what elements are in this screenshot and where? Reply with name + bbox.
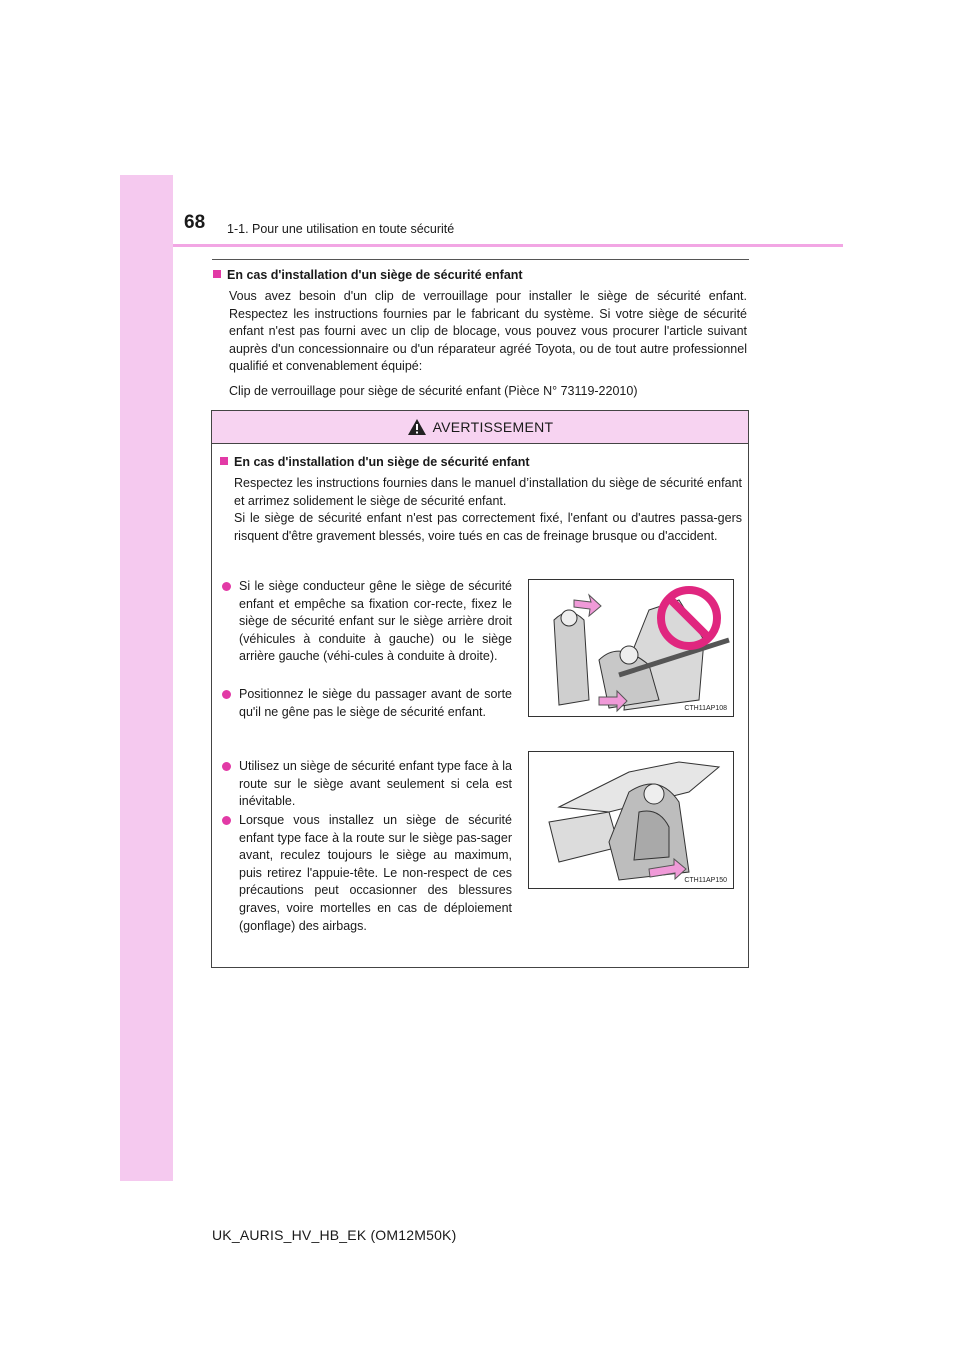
header-rule [173, 244, 843, 247]
intro-section [213, 268, 747, 401]
warning-body [220, 455, 742, 545]
warning-heading: En cas d'installation d'un siège de sécurité enfant [220, 455, 742, 469]
page-number: 68 [184, 212, 206, 233]
square-bullet-icon [213, 270, 221, 278]
intro-paragraph: Vous avez besoin d'un clip de verrouillage pour installer le siège de sécurité enfant. Respectez les instructions fournies par le fabricant du système. Si votre siège de sécurité enfant n'est pas fourni avec un clip de blocage, vous pouvez vous procurer l'article suivant auprès d'un concessionnaire ou d'un réparateur agréé Toyota, ou de tout autre professionnel qualifié et convenablement équipé: [229, 289, 747, 374]
intro-part-number: Clip de verrouillage pour siège de sécurité enfant (Pièce N° 73119-22010) [229, 383, 638, 398]
round-bullet-icon [222, 816, 231, 825]
warning-box [211, 410, 749, 968]
child-seat-installation-image [529, 580, 733, 716]
page-sidebar-tab [120, 175, 173, 1181]
warning-bullet: Positionnez le siège du passager avant de sorte qu'il ne gêne pas le siège de sécurité enfant. [222, 686, 512, 721]
illustration-rear-seat-prohibited [528, 579, 734, 717]
warning-bullet: Utilisez un siège de sécurité enfant type face à la route sur le siège avant seulement si cela est inévitable. [222, 758, 512, 811]
warning-paragraph-1: Respectez les instructions fournies dans le manuel d’installation du siège de sécurité enfant et arrimez solidement le siège de sécurité enfant. [234, 476, 742, 508]
warning-bullet: Si le siège conducteur gêne le siège de sécurité enfant et empêche sa fixation cor-recte, fixez le siège de sécurité enfant sur le siège arrière droit (véhicules à conduite à gauche) ou le siège arrière gauche (véhi-cules à conduite à droite). [222, 578, 512, 666]
warning-triangle-icon [407, 418, 427, 436]
warning-header [212, 411, 748, 444]
illustration-code: CTH11AP150 [684, 877, 727, 884]
round-bullet-icon [222, 582, 231, 591]
front-seat-child-seat-image [529, 752, 733, 888]
illustration-front-seat-forward-facing [528, 751, 734, 889]
warning-title: AVERTISSEMENT [432, 419, 554, 435]
square-bullet-icon [220, 457, 228, 465]
intro-heading: En cas d'installation d'un siège de sécurité enfant [213, 268, 747, 282]
section-title: 1-1. Pour une utilisation en toute sécurité [227, 222, 455, 236]
manual-code: UK_AURIS_HV_HB_EK (OM12M50K) [212, 1227, 457, 1243]
warning-paragraph-2: Si le siège de sécurité enfant n'est pas correctement fixé, l'enfant ou d'autres passa-gers risquent d'être gravement blessés, voire tués en cas de freinage brusque ou d'accident. [234, 511, 742, 543]
content-rule [212, 259, 749, 260]
round-bullet-icon [222, 690, 231, 699]
round-bullet-icon [222, 762, 231, 771]
illustration-code: CTH11AP108 [684, 705, 727, 712]
warning-bullet: Lorsque vous installez un siège de sécurité enfant type face à la route sur le siège pas-sager avant, reculez toujours le siège au maximum, puis retirez l'appuie-tête. Le non-respect de ces précautions peut occasionner des blessures graves, voire mortelles en cas de déploiement (gonflage) des airbags. [222, 812, 512, 935]
